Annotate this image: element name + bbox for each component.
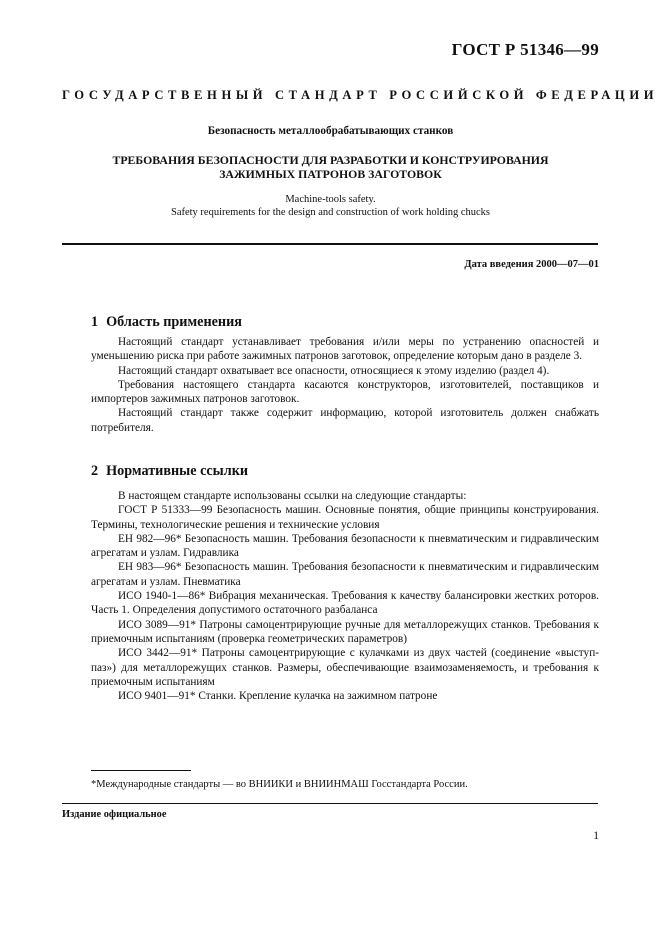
reference-item: ИСО 3442—91* Патроны самоцентрирующие с кулачками из двух частей (соединение «выступ-паз») для металлорежущих станков. Размеры, обеспечивающие взаимозаменяемость, и требования к приемочным испытаниям bbox=[91, 647, 599, 688]
english-title-line-2: Safety requirements for the design and construction of work holding chucks bbox=[170, 206, 490, 218]
section-1-paragraph: Настоящий стандарт также содержит информацию, которой изготовитель должен снабжать потребителя. bbox=[91, 407, 599, 434]
reference-item: В настоящем стандарте использованы ссылки на следующие стандарты: bbox=[118, 490, 467, 502]
main-title-line-1: ТРЕБОВАНИЯ БЕЗОПАСНОСТИ ДЛЯ РАЗРАБОТКИ И КОНСТРУИРОВАНИЯ bbox=[112, 153, 549, 167]
section-2-heading bbox=[91, 463, 256, 480]
section-1-paragraph: Настоящий стандарт устанавливает требования и/или меры по устранению опасностей и уменьшению риска при работе зажимных патронов заготовок, определение которым дано в разделе 3. bbox=[91, 336, 599, 363]
document-code: ГОСТ Р 51346—99 bbox=[451, 40, 599, 59]
main-title-line-2: ЗАЖИМНЫХ ПАТРОНОВ ЗАГОТОВОК bbox=[219, 167, 442, 181]
edition-label: Издание официальное bbox=[62, 809, 167, 820]
section-2-title: Нормативные ссылки bbox=[106, 463, 249, 479]
english-title bbox=[62, 194, 599, 219]
state-standard-heading: ГОСУДАРСТВЕННЫЙ СТАНДАРТ РОССИЙСКОЙ ФЕДЕРАЦИИ bbox=[62, 88, 659, 102]
title-divider bbox=[62, 243, 598, 245]
english-title-line-1: Machine-tools safety. bbox=[285, 194, 376, 205]
reference-item: ИСО 9401—91* Станки. Крепление кулачка на зажимном патроне bbox=[118, 690, 438, 703]
introduction-date: Дата введения 2000—07—01 bbox=[464, 259, 599, 270]
reference-item: ГОСТ Р 51333—99 Безопасность машин. Основные понятия, общие принципы конструирования. Термины, технологические решения и технические условия bbox=[91, 504, 599, 531]
document-main-title bbox=[62, 153, 599, 181]
page-number: 1 bbox=[593, 830, 599, 842]
footnote-separator bbox=[91, 770, 191, 771]
reference-item: ИСО 1940-1—86* Вибрация механическая. Требования к качеству балансировки жестких роторов. Часть 1. Определения допустимого остаточного разбаланса bbox=[91, 590, 599, 617]
footnote: *Международные стандарты — во ВНИИКИ и ВНИИНМАШ Госстандарта России. bbox=[91, 779, 468, 790]
section-2-number: 2 bbox=[91, 463, 99, 479]
footer-divider bbox=[62, 803, 598, 804]
reference-item: ИСО 3089—91* Патроны самоцентрирующие ручные для металлорежущих станков. Требования к приемочным испытаниям (проверка геометрических параметров) bbox=[91, 618, 599, 645]
reference-item: ЕН 983—96* Безопасность машин. Требования безопасности к пневматическим и гидравлическим агрегатам и узлам. Пневматика bbox=[91, 561, 599, 588]
section-1-paragraph: Настоящий стандарт охватывает все опасности, относящиеся к этому изделию (раздел 4). bbox=[118, 364, 550, 377]
document-subtitle: Безопасность металлообрабатывающих станков bbox=[207, 125, 454, 137]
section-1-heading bbox=[91, 314, 250, 331]
section-1-paragraph: Требования настоящего стандарта касаются конструкторов, изготовителей, поставщиков и импортеров зажимных патронов заготовок. bbox=[91, 378, 599, 406]
section-1-number: 1 bbox=[91, 314, 99, 330]
section-2-body bbox=[91, 489, 599, 703]
section-1-body bbox=[91, 335, 599, 435]
section-1-title: Область применения bbox=[106, 314, 242, 330]
reference-item: ЕН 982—96* Безопасность машин. Требования безопасности к пневматическим и гидравлическим агрегатам и узлам. Гидравлика bbox=[91, 532, 599, 560]
